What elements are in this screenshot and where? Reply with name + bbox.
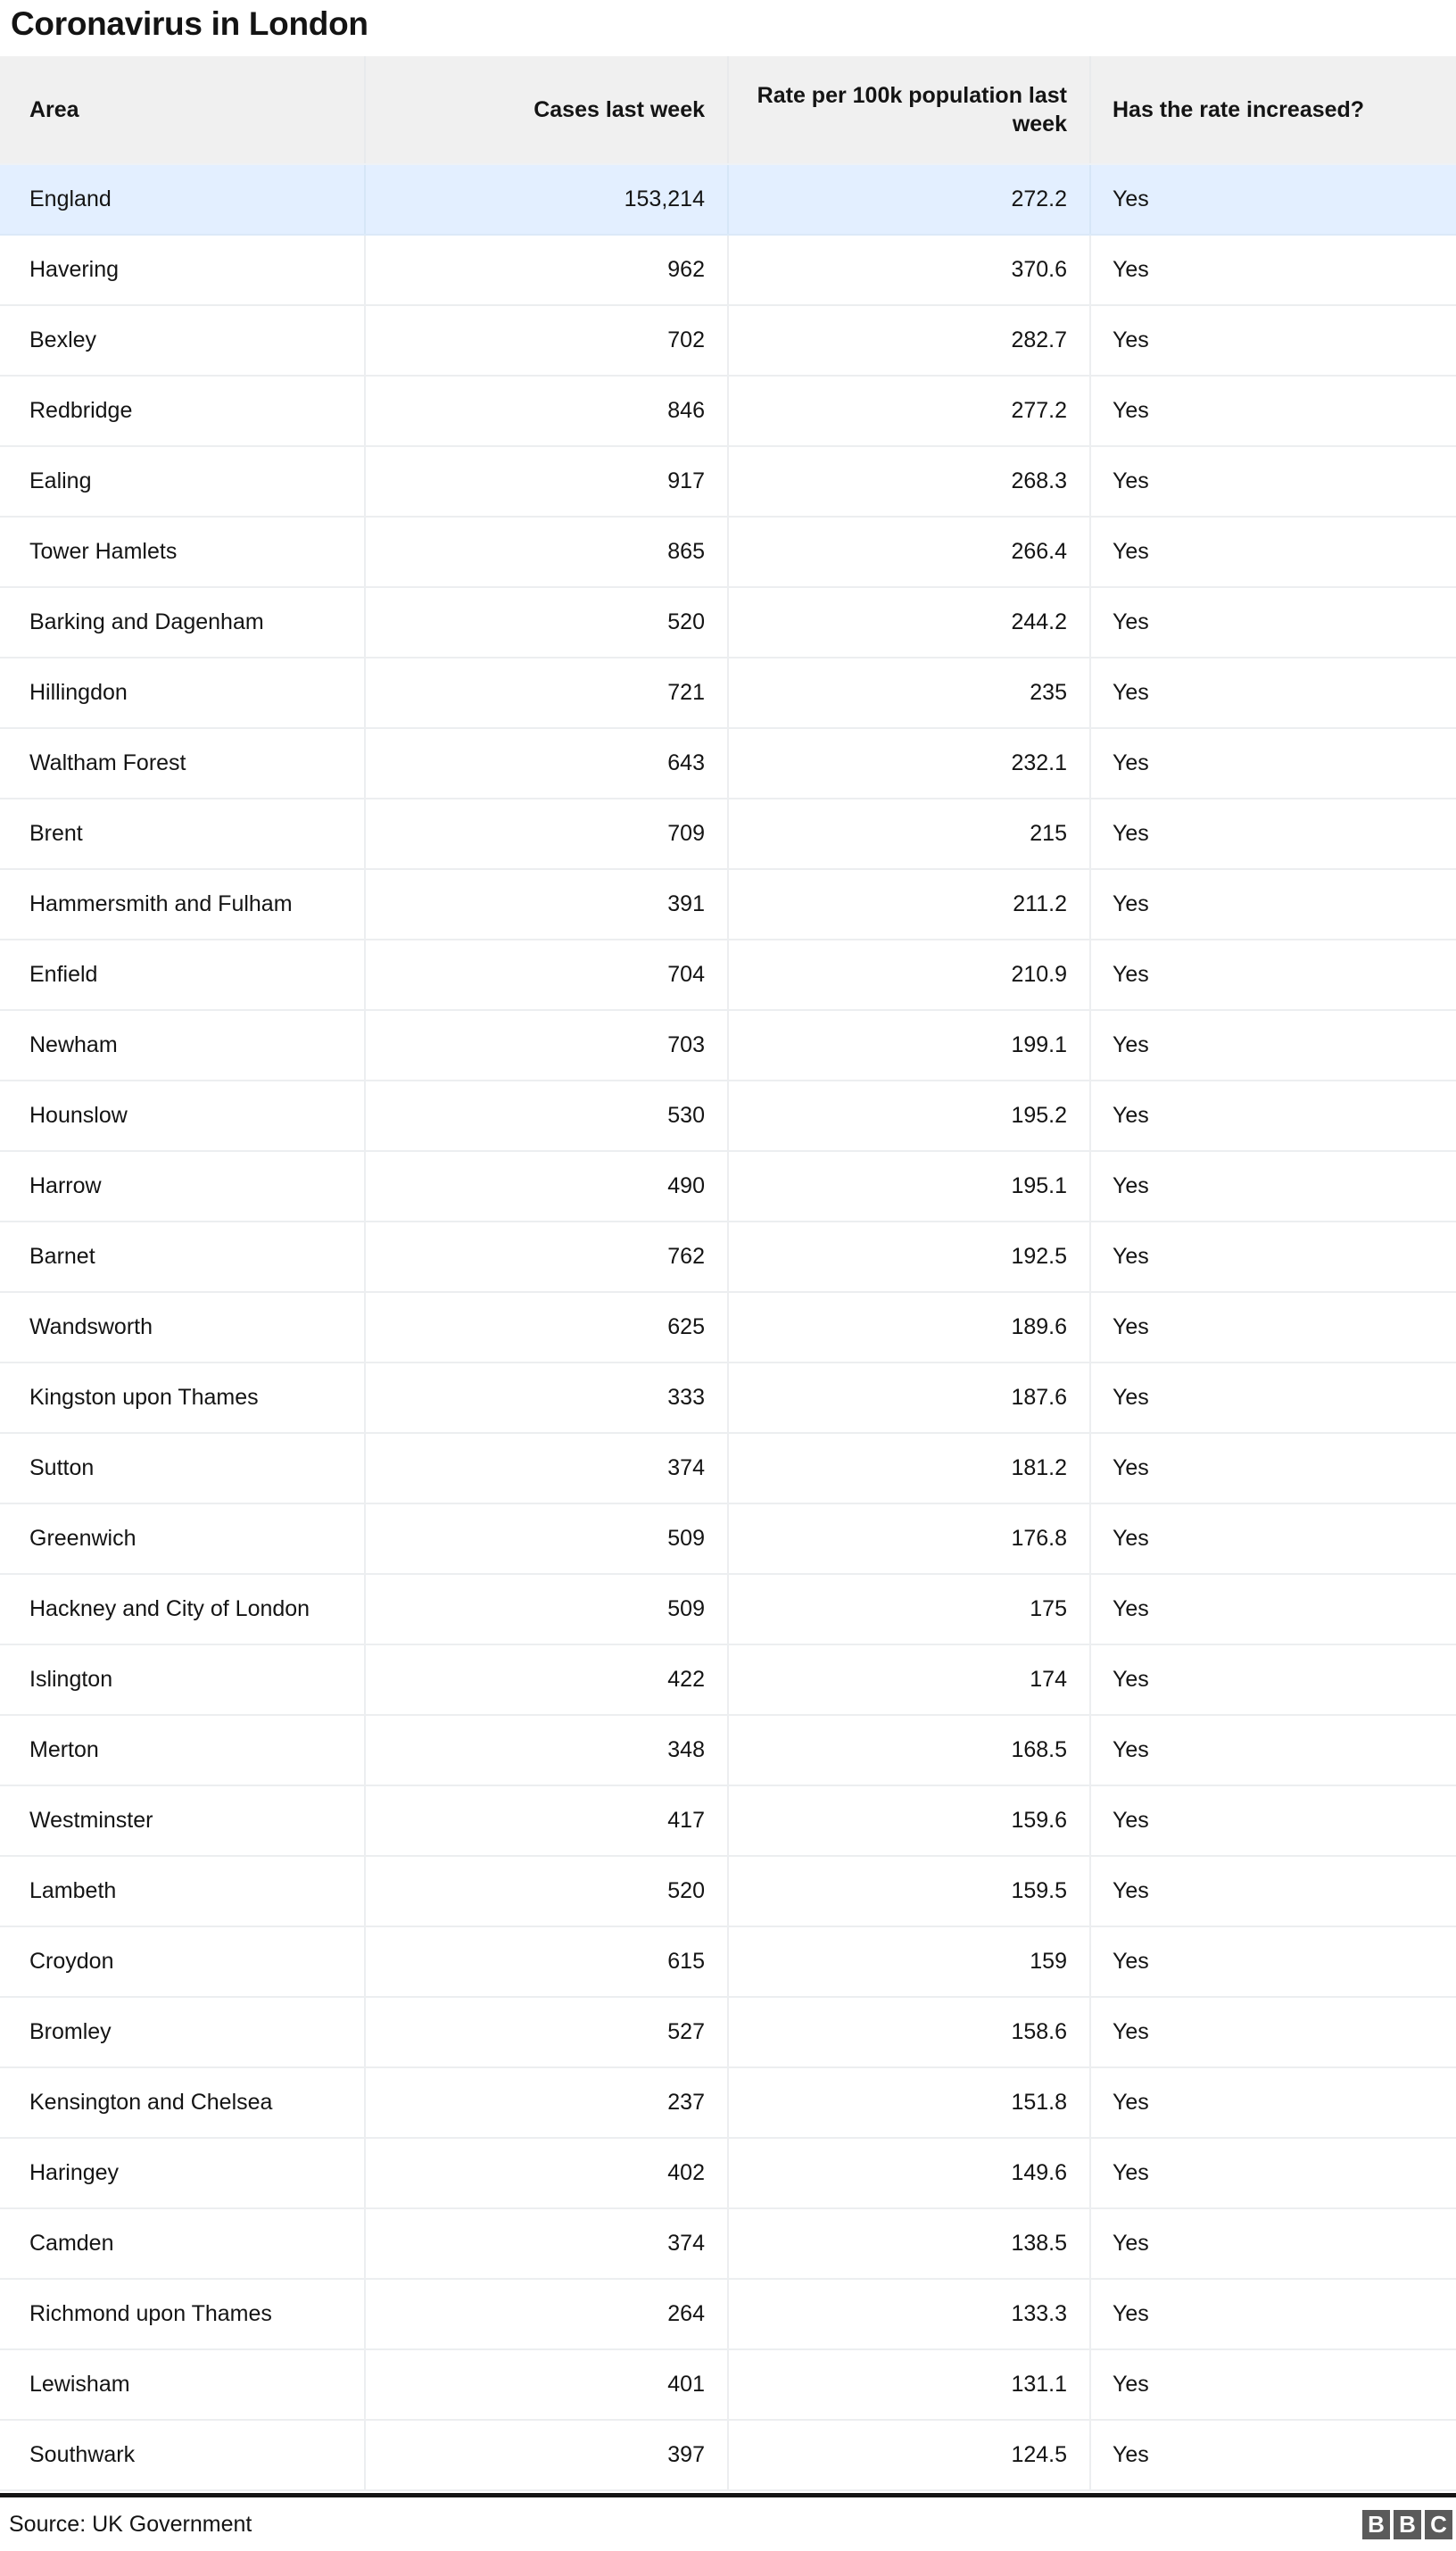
table-row [0, 1785, 1456, 1856]
cell-rate: 272.2 [728, 164, 1090, 235]
cell-cases: 509 [365, 1503, 728, 1574]
table-row [0, 1926, 1456, 1997]
cell-increased: Yes [1090, 940, 1456, 1010]
cell-increased: Yes [1090, 1433, 1456, 1503]
table-row [0, 799, 1456, 869]
cell-cases: 865 [365, 517, 728, 587]
cell-increased: Yes [1090, 1644, 1456, 1715]
cell-rate: 195.2 [728, 1081, 1090, 1151]
cell-rate: 277.2 [728, 376, 1090, 446]
cell-increased: Yes [1090, 2208, 1456, 2279]
cell-area: Merton [0, 1715, 365, 1785]
cell-cases: 846 [365, 376, 728, 446]
cell-rate: 131.1 [728, 2349, 1090, 2420]
table-row [0, 305, 1456, 376]
cell-rate: 210.9 [728, 940, 1090, 1010]
cell-rate: 133.3 [728, 2279, 1090, 2349]
cell-area: Barnet [0, 1222, 365, 1292]
cell-increased: Yes [1090, 799, 1456, 869]
cell-increased: Yes [1090, 305, 1456, 376]
table-row [0, 728, 1456, 799]
cell-area: Ealing [0, 446, 365, 517]
cell-rate: 370.6 [728, 235, 1090, 305]
cell-rate: 181.2 [728, 1433, 1090, 1503]
table-row [0, 1433, 1456, 1503]
table-row [0, 1997, 1456, 2067]
cell-increased: Yes [1090, 728, 1456, 799]
table-row [0, 1856, 1456, 1926]
cell-area: Enfield [0, 940, 365, 1010]
cell-rate: 232.1 [728, 728, 1090, 799]
cell-rate: 195.1 [728, 1151, 1090, 1222]
cell-area: Camden [0, 2208, 365, 2279]
cell-rate: 189.6 [728, 1292, 1090, 1362]
column-header-rate: Rate per 100k population last week [728, 56, 1090, 164]
cell-increased: Yes [1090, 1222, 1456, 1292]
cell-increased: Yes [1090, 1715, 1456, 1785]
cell-rate: 211.2 [728, 869, 1090, 940]
cell-cases: 417 [365, 1785, 728, 1856]
table-row [0, 446, 1456, 517]
cell-cases: 509 [365, 1574, 728, 1644]
table-row [0, 1574, 1456, 1644]
cell-cases: 527 [365, 1997, 728, 2067]
cell-increased: Yes [1090, 1292, 1456, 1362]
cell-area: Hillingdon [0, 658, 365, 728]
cell-increased: Yes [1090, 2349, 1456, 2420]
cell-rate: 151.8 [728, 2067, 1090, 2138]
coronavirus-rates-table [0, 56, 1456, 2491]
cell-cases: 615 [365, 1926, 728, 1997]
cell-rate: 138.5 [728, 2208, 1090, 2279]
cell-rate: 174 [728, 1644, 1090, 1715]
cell-increased: Yes [1090, 1081, 1456, 1151]
cell-cases: 374 [365, 2208, 728, 2279]
cell-increased: Yes [1090, 658, 1456, 728]
cell-area: Redbridge [0, 376, 365, 446]
cell-rate: 199.1 [728, 1010, 1090, 1081]
cell-cases: 402 [365, 2138, 728, 2208]
cell-cases: 721 [365, 658, 728, 728]
cell-rate: 266.4 [728, 517, 1090, 587]
cell-rate: 215 [728, 799, 1090, 869]
cell-rate: 159 [728, 1926, 1090, 1997]
cell-area: Waltham Forest [0, 728, 365, 799]
cell-increased: Yes [1090, 1997, 1456, 2067]
cell-area: Bromley [0, 1997, 365, 2067]
cell-increased: Yes [1090, 517, 1456, 587]
table-row [0, 940, 1456, 1010]
cell-rate: 282.7 [728, 305, 1090, 376]
cell-cases: 374 [365, 1433, 728, 1503]
column-header-area: Area [0, 56, 365, 164]
cell-increased: Yes [1090, 1785, 1456, 1856]
cell-cases: 401 [365, 2349, 728, 2420]
cell-increased: Yes [1090, 446, 1456, 517]
cell-cases: 703 [365, 1010, 728, 1081]
cell-increased: Yes [1090, 1151, 1456, 1222]
cell-cases: 709 [365, 799, 728, 869]
cell-rate: 168.5 [728, 1715, 1090, 1785]
cell-cases: 264 [365, 2279, 728, 2349]
cell-area: Brent [0, 799, 365, 869]
cell-area: Croydon [0, 1926, 365, 1997]
table-row [0, 1010, 1456, 1081]
cell-cases: 520 [365, 1856, 728, 1926]
cell-cases: 530 [365, 1081, 728, 1151]
cell-cases: 762 [365, 1222, 728, 1292]
source-label: Source: UK Government [9, 2511, 252, 2537]
cell-cases: 333 [365, 1362, 728, 1433]
table-row [0, 1292, 1456, 1362]
cell-increased: Yes [1090, 1926, 1456, 1997]
cell-rate: 159.5 [728, 1856, 1090, 1926]
cell-increased: Yes [1090, 2420, 1456, 2490]
cell-cases: 962 [365, 235, 728, 305]
cell-rate: 192.5 [728, 1222, 1090, 1292]
bbc-logo-letter-2: B [1394, 2510, 1421, 2539]
table-row [0, 2279, 1456, 2349]
cell-area: Hounslow [0, 1081, 365, 1151]
cell-rate: 187.6 [728, 1362, 1090, 1433]
cell-area: Bexley [0, 305, 365, 376]
cell-increased: Yes [1090, 235, 1456, 305]
cell-area: Havering [0, 235, 365, 305]
table-row [0, 869, 1456, 940]
cell-rate: 158.6 [728, 1997, 1090, 2067]
cell-increased: Yes [1090, 2067, 1456, 2138]
column-header-cases: Cases last week [365, 56, 728, 164]
cell-area: Harrow [0, 1151, 365, 1222]
cell-rate: 268.3 [728, 446, 1090, 517]
cell-increased: Yes [1090, 2138, 1456, 2208]
page-title: Coronavirus in London [11, 5, 368, 42]
table-row [0, 235, 1456, 305]
cell-area: Newham [0, 1010, 365, 1081]
table-row [0, 164, 1456, 235]
table-row [0, 658, 1456, 728]
table-body [0, 164, 1456, 2490]
cell-cases: 422 [365, 1644, 728, 1715]
table-row [0, 2349, 1456, 2420]
cell-cases: 348 [365, 1715, 728, 1785]
cell-area: Kingston upon Thames [0, 1362, 365, 1433]
table-row [0, 2138, 1456, 2208]
table-row [0, 1715, 1456, 1785]
cell-cases: 490 [365, 1151, 728, 1222]
cell-rate: 159.6 [728, 1785, 1090, 1856]
table-row [0, 1503, 1456, 1574]
cell-area: Barking and Dagenham [0, 587, 365, 658]
table-row [0, 517, 1456, 587]
table-row [0, 376, 1456, 446]
cell-area: Kensington and Chelsea [0, 2067, 365, 2138]
cell-area: Islington [0, 1644, 365, 1715]
cell-increased: Yes [1090, 1856, 1456, 1926]
cell-area: Richmond upon Thames [0, 2279, 365, 2349]
cell-cases: 917 [365, 446, 728, 517]
cell-area: Tower Hamlets [0, 517, 365, 587]
footer [0, 2493, 1456, 2551]
cell-increased: Yes [1090, 587, 1456, 658]
table-row [0, 2208, 1456, 2279]
column-header-increased: Has the rate increased? [1090, 56, 1456, 164]
cell-area: Hackney and City of London [0, 1574, 365, 1644]
cell-area: Greenwich [0, 1503, 365, 1574]
cell-area: Westminster [0, 1785, 365, 1856]
cell-rate: 244.2 [728, 587, 1090, 658]
cell-increased: Yes [1090, 164, 1456, 235]
cell-cases: 643 [365, 728, 728, 799]
cell-cases: 237 [365, 2067, 728, 2138]
cell-cases: 153,214 [365, 164, 728, 235]
table-row [0, 2420, 1456, 2490]
cell-area: Lewisham [0, 2349, 365, 2420]
table-row [0, 2067, 1456, 2138]
cell-increased: Yes [1090, 1574, 1456, 1644]
cell-area: Sutton [0, 1433, 365, 1503]
table-row [0, 1081, 1456, 1151]
cell-area: Haringey [0, 2138, 365, 2208]
table-row [0, 1222, 1456, 1292]
cell-rate: 149.6 [728, 2138, 1090, 2208]
cell-cases: 520 [365, 587, 728, 658]
table-row [0, 1151, 1456, 1222]
cell-increased: Yes [1090, 1010, 1456, 1081]
cell-increased: Yes [1090, 1503, 1456, 1574]
cell-rate: 235 [728, 658, 1090, 728]
table-row [0, 1362, 1456, 1433]
bbc-logo-letter-1: B [1362, 2510, 1390, 2539]
cell-cases: 391 [365, 869, 728, 940]
cell-area: Lambeth [0, 1856, 365, 1926]
cell-increased: Yes [1090, 376, 1456, 446]
cell-increased: Yes [1090, 2279, 1456, 2349]
cell-cases: 397 [365, 2420, 728, 2490]
cell-rate: 124.5 [728, 2420, 1090, 2490]
cell-area: Hammersmith and Fulham [0, 869, 365, 940]
cell-area: Wandsworth [0, 1292, 365, 1362]
bbc-logo [1362, 2510, 1452, 2539]
cell-cases: 625 [365, 1292, 728, 1362]
cell-increased: Yes [1090, 1362, 1456, 1433]
table-row [0, 1644, 1456, 1715]
table-row [0, 587, 1456, 658]
bbc-logo-letter-3: C [1425, 2510, 1452, 2539]
cell-rate: 176.8 [728, 1503, 1090, 1574]
cell-area: England [0, 164, 365, 235]
cell-cases: 704 [365, 940, 728, 1010]
cell-area: Southwark [0, 2420, 365, 2490]
table-header [0, 56, 1456, 164]
cell-rate: 175 [728, 1574, 1090, 1644]
table-header-row [0, 56, 1456, 164]
cell-increased: Yes [1090, 869, 1456, 940]
cell-cases: 702 [365, 305, 728, 376]
